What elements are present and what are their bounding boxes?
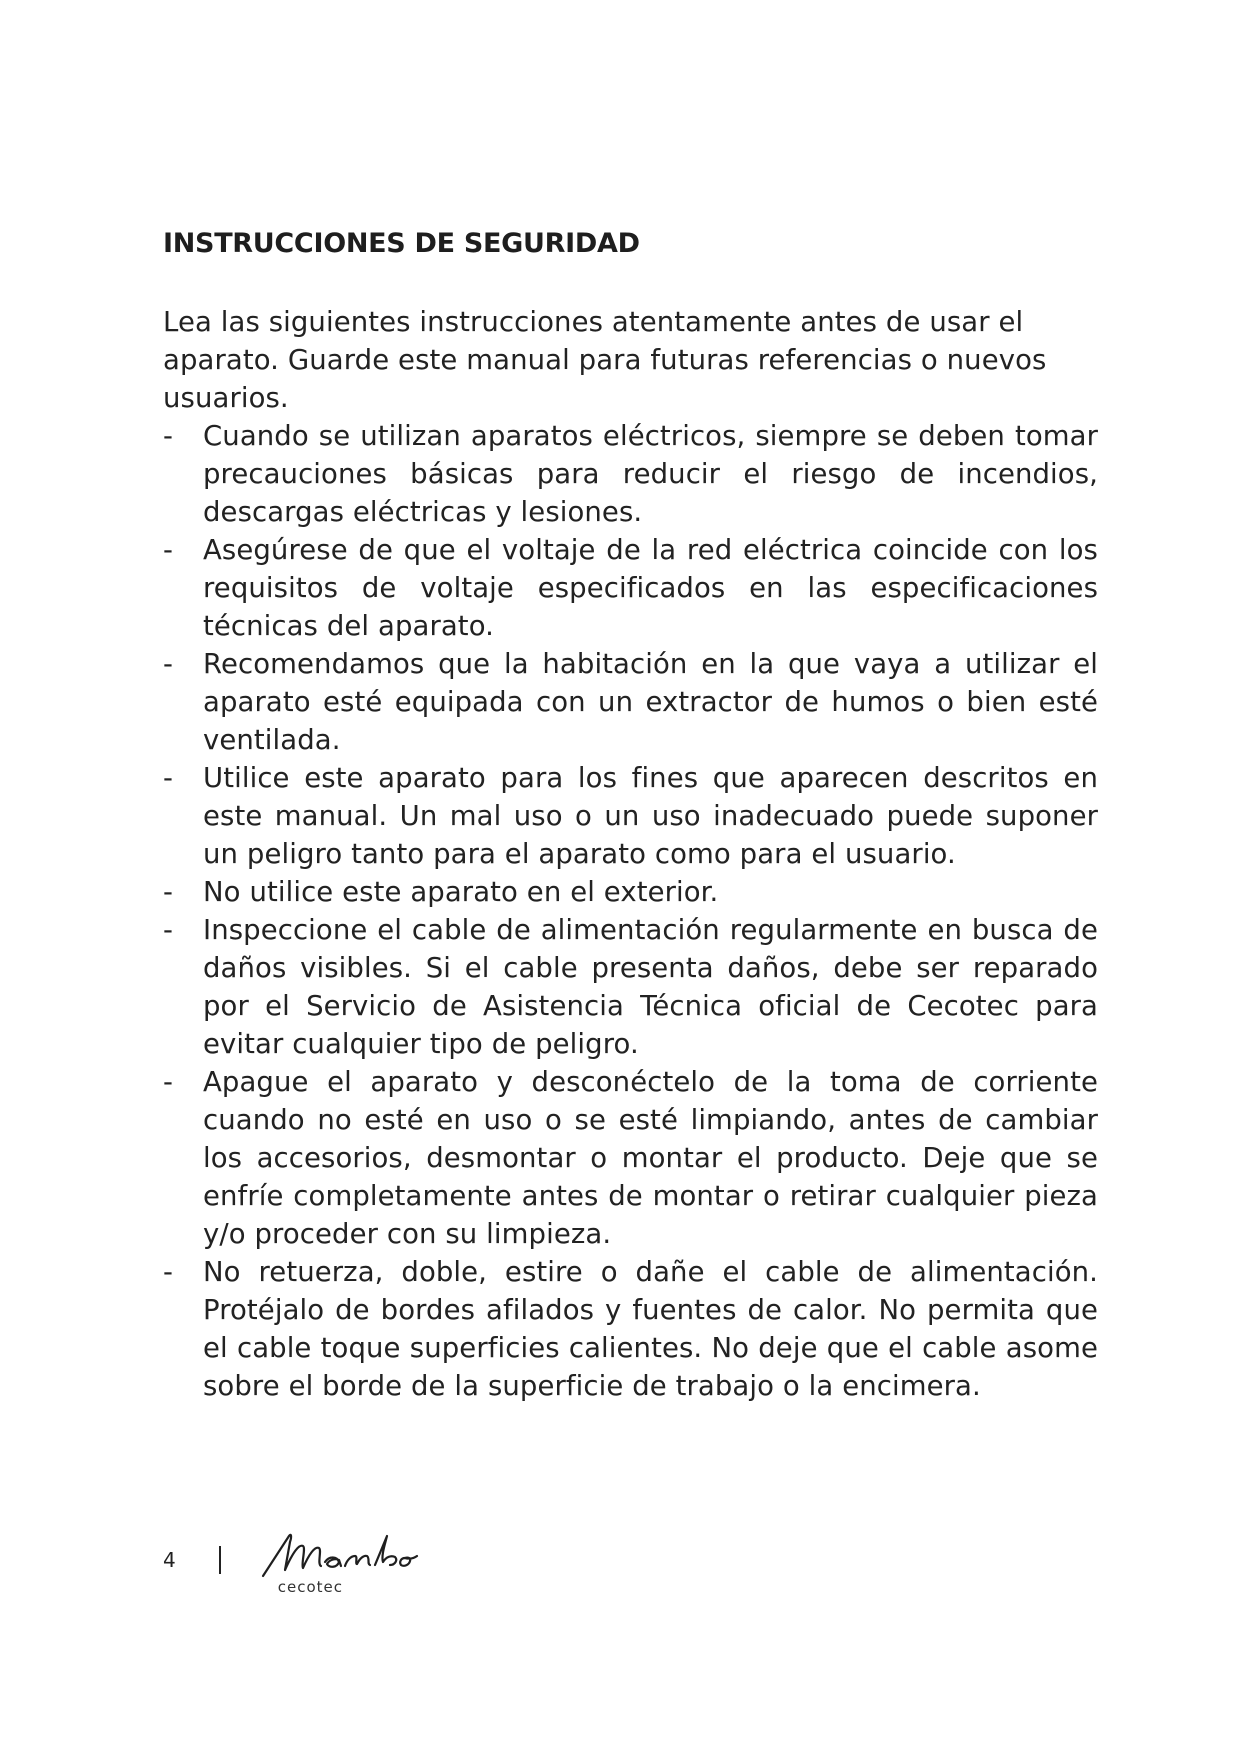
section-title: INSTRUCCIONES DE SEGURIDAD bbox=[163, 228, 640, 259]
bullet-dash: - bbox=[163, 914, 174, 946]
list-item bbox=[163, 1063, 1098, 1253]
list-item-text: No retuerza, doble, estire o dañe el cable de alimentación. Protéjalo de bordes afilados y fuentes de calor. No permita que el cable toque superficies calientes. No deje que el cable asome sobre el borde de la superficie de trabajo o la encimera. bbox=[203, 1256, 1098, 1402]
list-item bbox=[163, 911, 1098, 1063]
safety-instructions bbox=[163, 303, 1098, 1405]
page-number: 4 bbox=[163, 1548, 176, 1572]
brand-sub-label: cecotec bbox=[277, 1578, 343, 1596]
bullet-dash: - bbox=[163, 1066, 174, 1098]
list-item-text: Cuando se utilizan aparatos eléctricos, siempre se deben tomar precauciones básicas para reducir el riesgo de incendios, descargas eléctricas y lesiones. bbox=[203, 420, 1098, 528]
bullet-dash: - bbox=[163, 762, 174, 794]
list-item bbox=[163, 759, 1098, 873]
intro-paragraph: Lea las siguientes instrucciones atentamente antes de usar el aparato. Guarde este manual para futuras referencias o nuevos usuarios. bbox=[163, 306, 1047, 414]
list-item-text: Apague el aparato y desconéctelo de la toma de corriente cuando no esté en uso o se esté limpiando, antes de cambiar los accesorios, desmontar o montar el producto. Deje que se enfríe completamente antes de montar o retirar cualquier pieza y/o proceder con su limpieza. bbox=[203, 1066, 1098, 1250]
list-item-text: Utilice este aparato para los fines que aparecen descritos en este manual. Un mal uso o un uso inadecuado puede suponer un peligro tanto para el aparato como para el usuario. bbox=[203, 762, 1098, 870]
safety-list bbox=[163, 417, 1098, 1405]
list-item bbox=[163, 873, 1098, 911]
list-item-text: Inspeccione el cable de alimentación regularmente en busca de daños visibles. Si el cable presenta daños, debe ser reparado por el Servicio de Asistencia Técnica oficial de Cecotec para evitar cualquier tipo de peligro. bbox=[203, 914, 1098, 1060]
bullet-dash: - bbox=[163, 420, 174, 452]
footer-divider bbox=[219, 1546, 221, 1574]
list-item bbox=[163, 645, 1098, 759]
bullet-dash: - bbox=[163, 648, 174, 680]
bullet-dash: - bbox=[163, 534, 174, 566]
list-item bbox=[163, 417, 1098, 531]
list-item-text: Asegúrese de que el voltaje de la red eléctrica coincide con los requisitos de voltaje especificados en las especificaciones técnicas del aparato. bbox=[203, 534, 1098, 642]
page-footer bbox=[163, 1530, 563, 1610]
list-item bbox=[163, 531, 1098, 645]
list-item bbox=[163, 1253, 1098, 1405]
list-item-text: No utilice este aparato en el exterior. bbox=[203, 876, 719, 908]
list-item-text: Recomendamos que la habitación en la que vaya a utilizar el aparato esté equipada con un extractor de humos o bien esté ventilada. bbox=[203, 648, 1098, 756]
bullet-dash: - bbox=[163, 1256, 174, 1288]
bullet-dash: - bbox=[163, 876, 174, 908]
